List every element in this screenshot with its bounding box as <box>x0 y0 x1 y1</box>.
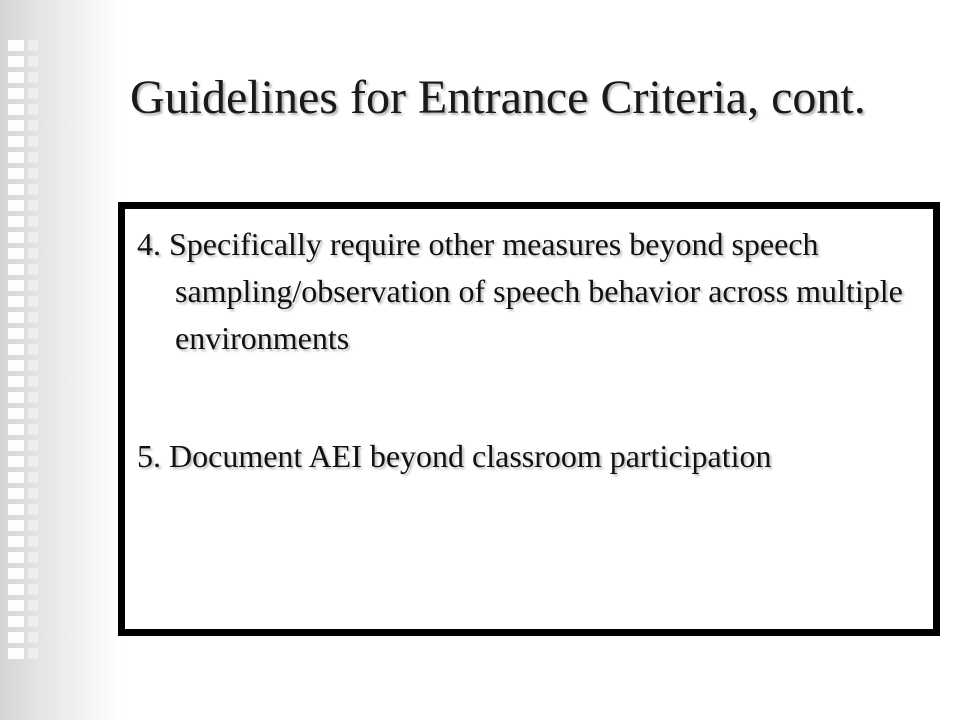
decorative-squares-column-secondary <box>28 40 38 660</box>
point-4: 4. Specifically require other measures beyond speech sampling/observation of speech behavior across multiple environments <box>137 226 903 356</box>
slide-title: Guidelines for Entrance Criteria, cont. <box>130 71 866 124</box>
decorative-squares-column <box>8 40 24 660</box>
content-box <box>118 202 940 636</box>
point-5: 5. Document AEI beyond classroom participation <box>137 438 772 474</box>
